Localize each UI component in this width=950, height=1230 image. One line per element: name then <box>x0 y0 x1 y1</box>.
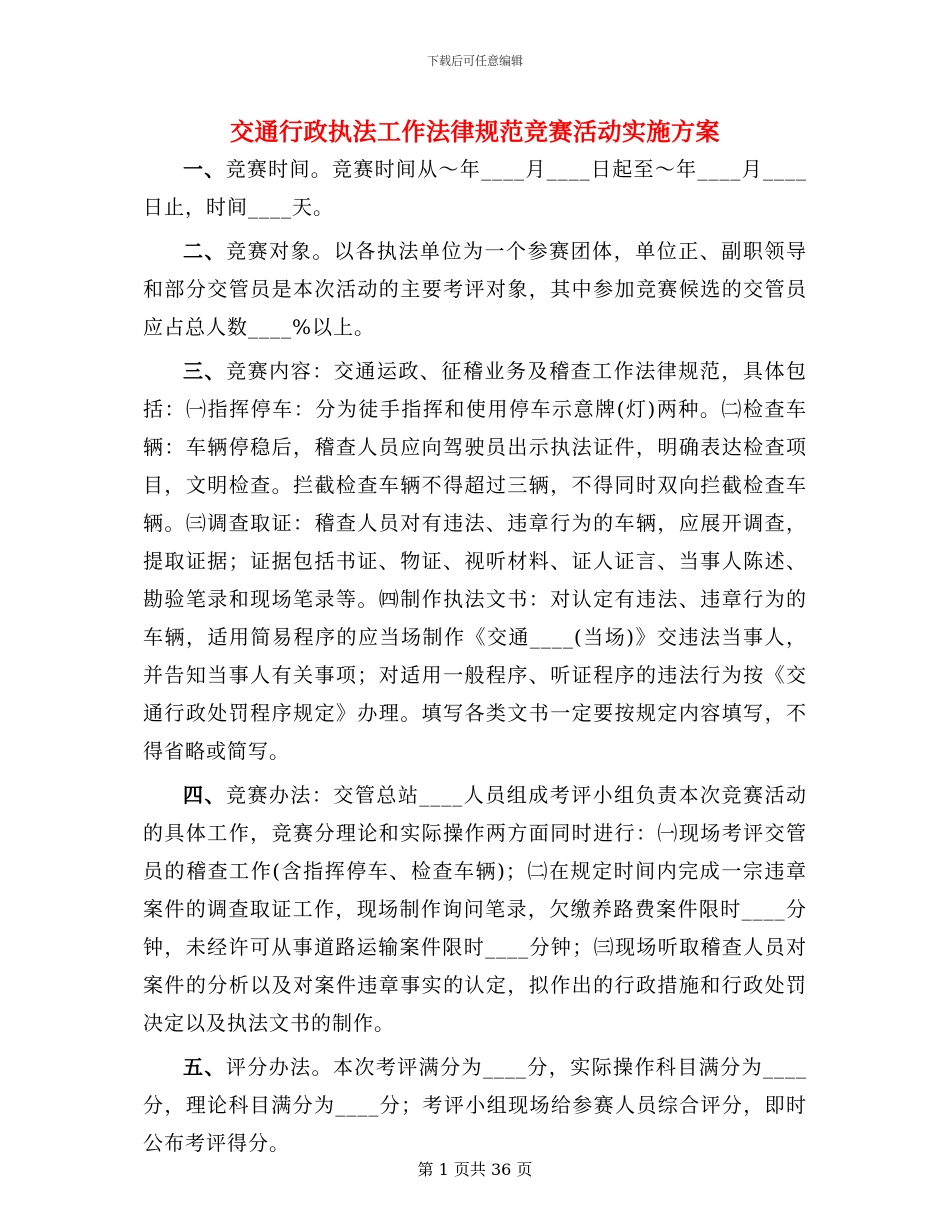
section-paragraph <box>143 232 807 346</box>
section-number: 一、 <box>183 157 226 181</box>
section-number: 四、 <box>183 783 226 807</box>
section-paragraph <box>143 1048 807 1162</box>
section-number: 三、 <box>183 359 227 383</box>
section-text: 竞赛时间。竞赛时间从～年____月____日起至～年____月____日止，时间____天。 <box>143 157 808 219</box>
section-text: 竞赛对象。以各执法单位为一个参赛团体，单位正、副职领导和部分交管员是本次活动的主要考评对象，其中参加竞赛候选的交管员应占总人数____%以上。 <box>143 239 808 339</box>
section-number: 五、 <box>183 1055 226 1079</box>
page-header: 下载后可任意编辑 <box>426 54 523 68</box>
section-text: 竞赛内容：交通运政、征稽业务及稽查工作法律规范，具体包括：㈠指挥停车：分为徒手指挥和使用停车示意牌(灯)两种。㈡检查车辆：车辆停稳后，稽查人员应向驾驶员出示执法证件，明确表达检查项目，文明检查。拦截检查车辆不得超过三辆，不得同时双向拦截检查车辆。㈢调查取证：稽查人员对有违法、违章行为的车辆，应展开调查，提取证据；证据包括书证、物证、视听材料、证人证言、当事人陈述、勘验笔录和现场笔录等。㈣制作执法文书：对认定有违法、违章行为的车辆，适用简易程序的应当场制作《交通____(当场)》交违法当事人，并告知当事人有关事项；对适用一般程序、听证程序的违法行为按《交通行政处罚程序规定》办理。填写各类文书一定要按规定内容填写，不得省略或简写。 <box>143 359 808 763</box>
section-paragraph <box>143 150 807 226</box>
document-body <box>143 150 807 1168</box>
section-paragraph <box>143 776 807 1042</box>
section-paragraph <box>143 352 807 770</box>
page-footer: 第 1 页共 36 页 <box>417 1160 533 1179</box>
section-text: 评分办法。本次考评满分为____分，实际操作科目满分为____分，理论科目满分为____分；考评小组现场给参赛人员综合评分，即时公布考评得分。 <box>143 1055 808 1155</box>
section-text: 竞赛办法：交管总站____人员组成考评小组负责本次竞赛活动的具体工作，竞赛分理论和实际操作两方面同时进行：㈠现场考评交管员的稽查工作(含指挥停车、检查车辆)；㈡在规定时间内完成一宗违章案件的调查取证工作，现场制作询问笔录，欠缴养路费案件限时____分钟，未经许可从事道路运输案件限时____分钟；㈢现场听取稽查人员对案件的分析以及对案件违章事实的认定，拟作出的行政措施和行政处罚决定以及执法文书的制作。 <box>143 783 808 1035</box>
section-number: 二、 <box>183 239 227 263</box>
document-title: 交通行政执法工作法律规范竞赛活动实施方案 <box>230 118 720 146</box>
